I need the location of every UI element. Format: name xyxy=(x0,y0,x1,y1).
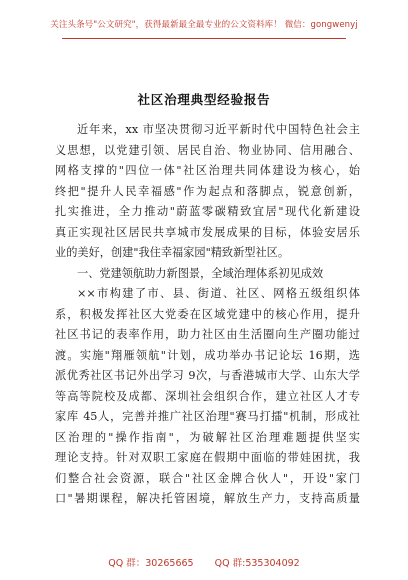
body-line: 口"暑期课程，解决托管困境，解放生产力，支持高质量 xyxy=(55,492,360,505)
body-line: 们整合社会资源，联合"社区金牌合伙人"，开设"家门 xyxy=(55,471,360,485)
body-line: 等高等院校及成都、深圳社会组织合作，建立社区人才专 xyxy=(55,389,360,403)
body-line: 网格支撑的"四位一体"社区治理共同体建设为核心，始 xyxy=(55,164,360,177)
body-line: 扎实推进，全力推动"蔚蓝零碳精致宜居"现代化新建设 xyxy=(55,205,360,218)
body-line: ××市构建了市、县、街道、社区、网格五级组织体 xyxy=(77,287,360,300)
body-line: 区治理的"操作指南"，为破解社区治理难题提供坚实 xyxy=(55,430,360,444)
body-line: 业的美好，创建"我住幸福家园"精致新型社区。 xyxy=(55,246,290,259)
section-heading: 一、党建领航助力新图景，全域治理体系初见成效 xyxy=(77,266,324,280)
body-line: 终把"提升人民幸福感"作为起点和落脚点，锐意创新， xyxy=(55,184,360,198)
body-line: 社区书记的表率作用，助力社区由生活圈向生产圈功能过 xyxy=(55,328,360,341)
header-divider xyxy=(62,38,346,39)
body-line: 义思想，以党建引领、居民自治、物业协同、信用融合、 xyxy=(55,143,360,157)
body-line: 理论支持。针对双职工家庭在假期中面临的带娃困扰，我 xyxy=(55,451,360,464)
footer-qq-group-2: QQ 群:535304092 xyxy=(214,558,300,569)
footer-contacts xyxy=(0,555,408,569)
document-body xyxy=(55,120,360,510)
body-line: 家库 45人，完善并推广社区治理"赛马打擂"机制，形成社 xyxy=(55,410,360,423)
body-line: 渡。实施"翔雁领航"计划，成功举办书记论坛 16期，选 xyxy=(55,348,360,362)
body-line: 派优秀社区书记外出学习 9次，与香港城市大学、山东大学 xyxy=(55,369,360,382)
document-title: 社区治理典型经验报告 xyxy=(137,92,271,107)
body-line: 近年来，xx 市坚决贯彻习近平新时代中国特色社会主 xyxy=(77,123,360,136)
body-line: 真正实现社区居民共享城市发展成果的目标，体验安居乐 xyxy=(55,225,360,239)
header-banner: 关注头条号"公文研究"，获得最新最全最专业的公文资料库！ 微信：gongwenyj xyxy=(50,20,358,30)
footer-qq-group-1: QQ 群：30265665 xyxy=(108,558,194,569)
body-line: 系，积极发挥社区大党委在区域党建中的核心作用，提升 xyxy=(55,307,360,321)
